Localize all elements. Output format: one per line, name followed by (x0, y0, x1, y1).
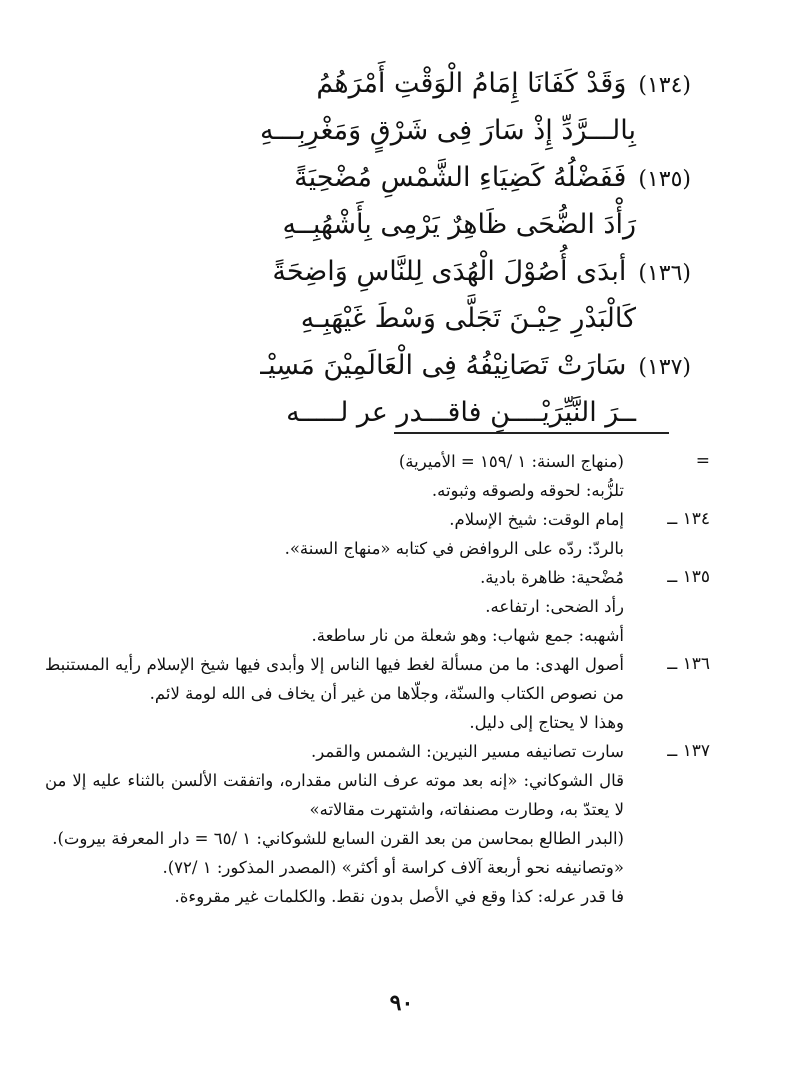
verse-137-first-hemistich (101, 342, 691, 389)
note-line-row (45, 824, 710, 853)
note-number: ١٣٧ ــ (667, 741, 710, 761)
note-line-row (45, 708, 710, 737)
verse-text: أبدَى أُصُوْلَ الْهُدَى لِلنَّاسِ وَاضِحَةً (272, 256, 627, 287)
note-line: مُضْحية: ظاهرة بادية. (480, 568, 624, 587)
poem-section (101, 60, 691, 436)
verse-134-second-hemistich: بِالـــرَّدِّ إِذْ سَارَ فِى شَرْقٍ وَمَغْرِبِـــهِ (260, 115, 636, 146)
note-line: أشهبه: جمع شهاب: وهو شعلة من نار ساطعة. (311, 626, 624, 645)
verse-137-second-hemistich: ــرَ النَّيِّرَيْــــنِ فاقـــدر عر لـــــه (286, 397, 636, 428)
note-line: فا قدر عرله: كذا وقع في الأصل بدون نقط. والكلمات غير مقروءة. (174, 887, 624, 906)
note-137 (45, 737, 710, 766)
verse-135-first-hemistich (101, 154, 691, 201)
verse-136-first-hemistich (101, 248, 691, 295)
note-134 (45, 505, 710, 534)
verse-number: (١٣٥) (638, 167, 691, 192)
verse-text: سَارَتْ تَصَانِيْفُهُ فِى الْعَالَمِيْنَ مَسِيْـ (260, 350, 627, 381)
note-line-row (45, 592, 710, 621)
note-line: (البدر الطالع بمحاسن من بعد القرن السابع للشوكاني: ١ /٦٥ = دار المعرفة بيروت). (52, 829, 624, 848)
note-line-row (45, 766, 710, 824)
page-number: ٩٠ (389, 990, 414, 1016)
footnotes-section (45, 447, 710, 911)
note-number: ١٣٤ ــ (667, 509, 710, 529)
note-continuation (45, 447, 710, 476)
note-line: «وتصانيفه نحو أربعة آلاف كراسة أو أكثر» (المصدر المذكور: ١ /٧٢). (162, 858, 624, 877)
footnote-divider (394, 432, 669, 434)
note-line: بالردّ: ردّه على الروافض في كتابه «منهاج السنة». (284, 539, 624, 558)
note-line: تلزُّبه: لحوقه ولصوقه وثبوته. (431, 481, 624, 500)
note-line-row (45, 882, 710, 911)
verse-135-second-hemistich: رَأْدَ الضُّحَى ظَاهِرٌ يَرْمِى بِأَشْهُبِــهِ (282, 209, 636, 240)
verse-number: (١٣٤) (638, 73, 691, 98)
verse-136-second-hemistich: كَالْبَدْرِ حِيْـنَ تَجَلَّى وَسْطَ غَيْهَبِـهِ (300, 303, 636, 334)
verse-134-first-hemistich (101, 60, 691, 107)
note-line: (منهاج السنة: ١ /١٥٩ = الأميرية) (398, 452, 624, 471)
note-line: إمام الوقت: شيخ الإسلام. (449, 510, 624, 529)
note-line: رأد الضحى: ارتفاعه. (485, 597, 624, 616)
note-line: أصول الهدى: ما من مسألة لغط فيها الناس إلا وأبدى فيها شيخ الإسلام رأيه المستنبط من نصوص الكتاب والسنّة، وجلّاها من غير أن يخاف فى الله لومة لائم. (45, 655, 624, 703)
note-line-row (45, 534, 710, 563)
verse-text: فَفَضْلُهُ كَضِيَاءِ الشَّمْسِ مُضْحِيَةً (294, 162, 627, 193)
note-number: ١٣٦ ــ (667, 654, 710, 674)
note-135 (45, 563, 710, 592)
verse-number: (١٣٧) (638, 355, 691, 380)
note-line-row (45, 476, 710, 505)
verse-text: وَقَدْ كَفَانَا إِمَامُ الْوَقْتِ أَمْرَهُمُ (316, 68, 627, 99)
note-number: ١٣٥ ــ (667, 567, 710, 587)
note-line: وهذا لا يحتاج إلى دليل. (469, 713, 624, 732)
note-136 (45, 650, 710, 708)
note-line-row (45, 621, 710, 650)
note-line: قال الشوكاني: «إنه بعد موته عرف الناس مقداره، واتفقت الألسن بالثناء عليه إلا من لا يعتدّ به، وطارت مصنفاته، واشتهرت مقالاته» (45, 771, 624, 819)
verse-number: (١٣٦) (638, 261, 691, 286)
note-line-row (45, 853, 710, 882)
continuation-mark: = (695, 451, 710, 471)
note-line: سارت تصانيفه مسير النيرين: الشمس والقمر. (310, 742, 624, 761)
